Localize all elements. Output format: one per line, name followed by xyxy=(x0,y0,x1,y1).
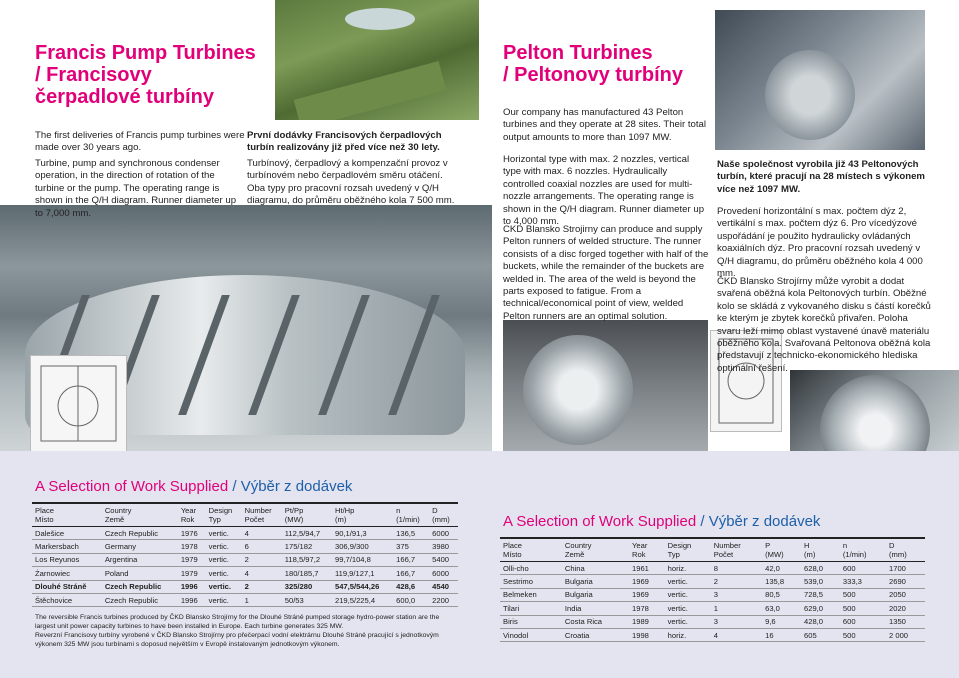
francis-table-title-sep: / xyxy=(228,478,241,495)
table-cell: 629,0 xyxy=(801,602,840,615)
table-cell: 135,8 xyxy=(762,575,801,588)
table-cell: Czech Republic xyxy=(102,580,178,593)
table-cell: 166,7 xyxy=(393,553,429,566)
col-diameter xyxy=(429,503,458,527)
francis-title-line2: / Francisovy xyxy=(35,64,152,86)
table-cell: 4540 xyxy=(429,580,458,593)
table-cell: 4 xyxy=(242,527,282,540)
table-row xyxy=(32,540,458,553)
table-cell: vertic. xyxy=(206,593,242,606)
header-label: n xyxy=(396,506,401,515)
pelton-title-line2: / Peltonovy turbíny xyxy=(503,64,684,86)
table-cell: 1996 xyxy=(178,593,206,606)
table-cell: Poland xyxy=(102,567,178,580)
header-label: D xyxy=(889,541,895,550)
table-cell: 1 xyxy=(242,593,282,606)
col-speed xyxy=(393,503,429,527)
francis-intro-cz: První dodávky Francisových čerpadlových turbín realizovány již před více než 30 lety. xyxy=(247,130,442,154)
header-label: Země xyxy=(564,550,585,559)
table-cell: 600 xyxy=(840,615,886,628)
aerial-reservoir-photo xyxy=(275,0,479,120)
header-label: Místo xyxy=(503,550,522,559)
col-year xyxy=(178,503,206,527)
col-diameter xyxy=(886,538,925,562)
table-cell: 2020 xyxy=(886,602,925,615)
col-head xyxy=(801,538,840,562)
table-cell: 2690 xyxy=(886,575,925,588)
table-cell: 333,3 xyxy=(840,575,886,588)
table-cell: 99,7/104,8 xyxy=(332,553,393,566)
table-cell: 4 xyxy=(242,567,282,580)
col-number xyxy=(711,538,762,562)
header-label: H xyxy=(804,541,810,550)
pelton-body-en1: Horizontal type with max. 2 nozzles, vertical type with max. 6 nozzles. Hydraulically controlled coaxial nozzles are used for multi-nozzle arrangements. The operating range is shown in the Q/H diagram. Runner diameter up to 4,000 mm. xyxy=(503,154,705,228)
col-power xyxy=(762,538,801,562)
table-cell: 136,5 xyxy=(393,527,429,540)
table-cell: 539,0 xyxy=(801,575,840,588)
header-label: Design xyxy=(208,506,233,515)
table-row xyxy=(32,593,458,606)
table-cell: 118,5/97,2 xyxy=(282,553,332,566)
table-cell: India xyxy=(562,602,629,615)
table-cell: 6000 xyxy=(429,567,458,580)
header-label: (MW) xyxy=(765,550,784,559)
table-cell: 2 xyxy=(711,575,762,588)
francis-work-table xyxy=(32,502,458,607)
table-cell: 5400 xyxy=(429,553,458,566)
francis-title-line1: Francis Pump Turbines xyxy=(35,42,256,64)
header-label: Rok xyxy=(632,550,646,559)
header-label: Country xyxy=(564,541,592,550)
table-cell: 3 xyxy=(711,615,762,628)
col-design xyxy=(206,503,242,527)
pelton-runner-photo xyxy=(503,320,708,451)
table-cell: 6000 xyxy=(429,527,458,540)
table-cell: Markersbach xyxy=(32,540,102,553)
table-cell: 180/185,7 xyxy=(282,567,332,580)
table-cell: vertic. xyxy=(665,615,711,628)
col-number xyxy=(242,503,282,527)
pelton-body-en2: CKD Blansko Strojirny can produce and supply Pelton runners of welded structure. The runner consists of a disc forged together with half of the buckets, while the remainder of the buckets are welded in. The area of the weld is beyond the parts exposed to fatigue. From a technical/economical point of view, welded Pelton runners are an optimal solution. xyxy=(503,224,709,322)
header-label: (1/min) xyxy=(842,550,867,559)
header-label: (mm) xyxy=(889,550,907,559)
table-cell: 6 xyxy=(242,540,282,553)
table-cell: 325/280 xyxy=(282,580,332,593)
header-label: (m) xyxy=(334,515,347,524)
table-cell: vertic. xyxy=(206,540,242,553)
header-label: Rok xyxy=(180,515,195,524)
table-cell: 500 xyxy=(840,602,886,615)
header-label: Místo xyxy=(35,515,54,524)
table-cell: 2200 xyxy=(429,593,458,606)
francis-body-en: Turbine, pump and synchronous condenser operation, in the direction of rotation of the turbine or the pump. The operating range is shown in the Q/H diagram. Runner diameter up to 7,000 mm. xyxy=(35,158,237,219)
table-cell: 8 xyxy=(711,562,762,575)
header-label: Počet xyxy=(244,515,265,524)
header-label: (mm) xyxy=(432,515,450,524)
table-header-row xyxy=(32,503,458,527)
table-cell: 1700 xyxy=(886,562,925,575)
table-cell: 306,9/300 xyxy=(332,540,393,553)
technical-drawing-icon xyxy=(31,356,126,451)
header-label: (m) xyxy=(804,550,816,559)
header-label: (1/min) xyxy=(396,515,420,524)
table-cell: 50/53 xyxy=(282,593,332,606)
table-cell: 428,0 xyxy=(801,615,840,628)
table-cell: Żarnowiec xyxy=(32,567,102,580)
table-cell: Olli-cho xyxy=(500,562,562,575)
francis-title-line3: čerpadlové turbíny xyxy=(35,86,214,108)
table-cell: 63,0 xyxy=(762,602,801,615)
table-cell: 1976 xyxy=(178,527,206,540)
table-cell: 600,0 xyxy=(393,593,429,606)
header-label: Země xyxy=(104,515,125,524)
header-label: (MW) xyxy=(284,515,304,524)
table-cell: Los Reyunos xyxy=(32,553,102,566)
table-cell: 375 xyxy=(393,540,429,553)
table-cell: 605 xyxy=(801,628,840,641)
table-cell: China xyxy=(562,562,629,575)
table-cell: 166,7 xyxy=(393,567,429,580)
table-row xyxy=(500,575,925,588)
table-cell: Bulgaria xyxy=(562,575,629,588)
table-header-row xyxy=(500,538,925,562)
col-place xyxy=(32,503,102,527)
table-cell: 1969 xyxy=(629,588,665,601)
table-cell: 3 xyxy=(711,588,762,601)
header-label: Typ xyxy=(208,515,221,524)
col-country xyxy=(562,538,629,562)
pelton-table-title-en: A Selection of Work Supplied xyxy=(503,513,697,530)
pelton-body-cz2: ČKD Blansko Strojírny může vyrobit a dodat svařená oběžná kola Peltonových turbín. Oběžné kolo se skládá z vykovaného disku s částí korečků ke kterým je zbytek korečků přivařen. Poloha svaru leží mimo oblast vystavené únavě materiálu oběžného kola. Svařovaná Peltonova oběžná kola představují z technicko-ekonomického hlediska optimální řešení. xyxy=(717,276,931,374)
table-cell: vertic. xyxy=(206,567,242,580)
table-cell: 547,5/544,26 xyxy=(332,580,393,593)
col-year xyxy=(629,538,665,562)
table-cell: Belmeken xyxy=(500,588,562,601)
table-cell: Biris xyxy=(500,615,562,628)
table-cell: 428,6 xyxy=(393,580,429,593)
table-cell: vertic. xyxy=(206,553,242,566)
header-label: D xyxy=(432,506,438,515)
table-row xyxy=(32,567,458,580)
table-cell: 3980 xyxy=(429,540,458,553)
table-cell: Czech Republic xyxy=(102,527,178,540)
table-cell: 628,0 xyxy=(801,562,840,575)
pelton-table-title-cz: Výběr z dodávek xyxy=(708,513,821,530)
col-country xyxy=(102,503,178,527)
table-cell: vertic. xyxy=(665,588,711,601)
pelton-wheel-closeup-photo xyxy=(790,370,959,451)
francis-intro-en: The first deliveries of Francis pump turbines were made over 30 years ago. xyxy=(35,130,245,154)
table-cell: 175/182 xyxy=(282,540,332,553)
table-cell: 9,6 xyxy=(762,615,801,628)
table-row xyxy=(500,588,925,601)
table-row xyxy=(500,562,925,575)
col-design xyxy=(665,538,711,562)
col-power xyxy=(282,503,332,527)
pelton-intro-en: Our company has manufactured 43 Pelton turbines and they operate at 28 sites. Their total output amounts to more than 1097 MW. xyxy=(503,107,707,143)
pelton-intro-cz: Naše společnost vyrobila již 43 Peltonových turbín, které pracují na 28 místech s výkonem více než 1097 MW. xyxy=(717,159,925,195)
table-cell: 1978 xyxy=(629,602,665,615)
header-label: Počet xyxy=(713,550,734,559)
header-label: P xyxy=(765,541,771,550)
table-cell: Dlouhé Stráně xyxy=(32,580,102,593)
table-cell: 16 xyxy=(762,628,801,641)
francis-table-note-en: The reversible Francis turbines produced by ČKD Blansko Strojírny for the Dlouhé Stráně pumped storage hydro-power station are the largest unit power capacity turbines to have been installed in Europe. Each turbine generates 325 MW. xyxy=(35,614,440,630)
table-row xyxy=(500,602,925,615)
pelton-title-line1: Pelton Turbines xyxy=(503,42,653,64)
table-cell: 728,5 xyxy=(801,588,840,601)
table-cell: 2 xyxy=(242,580,282,593)
francis-drawing xyxy=(30,355,127,452)
table-cell: 500 xyxy=(840,628,886,641)
table-cell: 1 xyxy=(711,602,762,615)
table-cell: 2 xyxy=(242,553,282,566)
table-cell: Dalešice xyxy=(32,527,102,540)
table-cell: Bulgaria xyxy=(562,588,629,601)
pelton-body-cz1: Provedení horizontální s max. počtem dýz 2, vertikální s max. počtem dýz 6. Pro vícedýzové uspořádání je použito hydraulicky ovládaných koaxiálních dýz. Pro pracovní rozsah uvedený v Q/H diagramu, do průměru oběžného kola 4 000 mm. xyxy=(717,206,923,280)
table-cell: 1979 xyxy=(178,567,206,580)
header-label: Pt/Pp xyxy=(284,506,304,515)
header-label: Number xyxy=(244,506,272,515)
table-cell: Czech Republic xyxy=(102,593,178,606)
header-label: Place xyxy=(35,506,54,515)
table-cell: Argentina xyxy=(102,553,178,566)
header-label: Ht/Hp xyxy=(334,506,355,515)
table-cell: 1978 xyxy=(178,540,206,553)
table-cell: Costa Rica xyxy=(562,615,629,628)
col-place xyxy=(500,538,562,562)
table-cell: horiz. xyxy=(665,628,711,641)
table-row xyxy=(32,580,458,593)
table-cell: 219,5/225,4 xyxy=(332,593,393,606)
table-cell: Germany xyxy=(102,540,178,553)
header-label: Year xyxy=(180,506,197,515)
pelton-workers-photo xyxy=(715,10,925,150)
table-cell: 1979 xyxy=(178,553,206,566)
table-cell: Sestrimo xyxy=(500,575,562,588)
table-cell: horiz. xyxy=(665,562,711,575)
table-cell: vertic. xyxy=(206,580,242,593)
francis-table-title xyxy=(35,478,352,496)
table-row xyxy=(500,628,925,641)
francis-body-cz: Turbínový, čerpadlový a kompenzační provoz v turbínovém nebo čerpadlovém směru otáčení. Oba typy pro pracovní rozsah uvedený v Q/H diagramu, do průměru oběžného kola 7 500 mm. xyxy=(247,158,455,207)
header-label: Place xyxy=(503,541,522,550)
table-cell: Tilari xyxy=(500,602,562,615)
header-label: Typ xyxy=(667,550,680,559)
table-cell: 1350 xyxy=(886,615,925,628)
table-cell: 1969 xyxy=(629,575,665,588)
table-cell: Štěchovice xyxy=(32,593,102,606)
header-label: Design xyxy=(667,541,692,550)
table-cell: Vinodol xyxy=(500,628,562,641)
table-cell: 4 xyxy=(711,628,762,641)
table-cell: 1998 xyxy=(629,628,665,641)
table-cell: 90,1/91,3 xyxy=(332,527,393,540)
table-row xyxy=(32,553,458,566)
table-cell: vertic. xyxy=(665,575,711,588)
header-label: Number xyxy=(713,541,741,550)
table-cell: Croatia xyxy=(562,628,629,641)
table-cell: 119,9/127,1 xyxy=(332,567,393,580)
pelton-table-title-sep: / xyxy=(696,513,709,530)
francis-table-title-en: A Selection of Work Supplied xyxy=(35,478,229,495)
col-speed xyxy=(840,538,886,562)
table-cell: 2050 xyxy=(886,588,925,601)
table-cell: vertic. xyxy=(665,602,711,615)
header-label: n xyxy=(842,541,848,550)
table-cell: 80,5 xyxy=(762,588,801,601)
table-cell: 42,0 xyxy=(762,562,801,575)
table-cell: 1989 xyxy=(629,615,665,628)
pelton-title xyxy=(503,42,713,86)
table-cell: vertic. xyxy=(206,527,242,540)
table-cell: 112,5/94,7 xyxy=(282,527,332,540)
pelton-table-title xyxy=(503,513,820,531)
pelton-work-table xyxy=(500,537,925,642)
table-cell: 500 xyxy=(840,588,886,601)
header-label: Year xyxy=(632,541,648,550)
francis-table-title-cz: Výběr z dodávek xyxy=(240,478,353,495)
table-cell: 600 xyxy=(840,562,886,575)
francis-table-note-cz: Reverzní Francisovy turbíny vyrobené v ČKD Blansko Strojírny pro přečerpací vodní elektrárnu Dlouhé Stráně pracující s jednotkovým výkonem 325 MW jsou turbínami s doposud největším v Evropě instalovaným jednotkovým výkonem. xyxy=(35,632,439,648)
table-row xyxy=(500,615,925,628)
table-cell: 1961 xyxy=(629,562,665,575)
col-head xyxy=(332,503,393,527)
table-row xyxy=(32,527,458,540)
header-label: Country xyxy=(104,506,132,515)
table-cell: 2 000 xyxy=(886,628,925,641)
francis-title xyxy=(35,42,265,108)
table-cell: 1996 xyxy=(178,580,206,593)
